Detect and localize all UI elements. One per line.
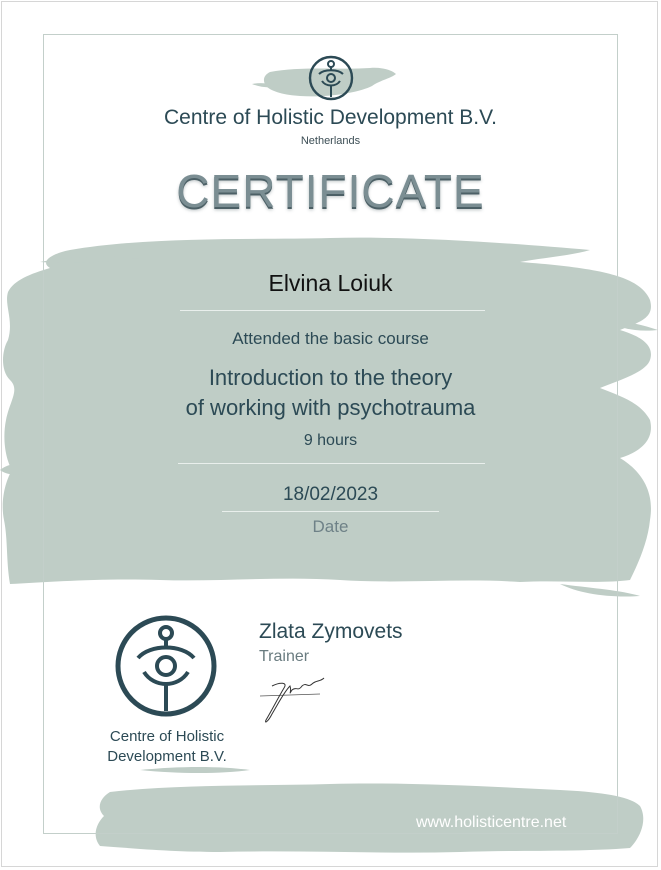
footer-org-line-1: Centre of Holistic [109,728,225,745]
top-logo-icon [308,55,354,101]
footer-org-line-2: Development B.V. [107,748,227,765]
organization-name: Centre of Holistic Development B.V. [163,106,498,129]
bottom-logo-icon [114,614,218,718]
trainer-name: Zlata Zymovets [259,620,403,643]
trainer-role: Trainer [259,648,310,665]
course-title-line-2: of working with psychotrauma [185,395,476,420]
course-hours: 9 hours [303,432,358,449]
trainer-signature-icon [258,668,328,726]
footer-organization [88,727,246,767]
date-label: Date [312,517,349,536]
date-underline [222,511,439,512]
hours-underline [178,463,485,464]
organization-country: Netherlands [300,135,361,147]
website-link[interactable]: www.holisticentre.net [416,814,567,831]
recipient-name: Elvina Loiuk [268,270,393,296]
course-title [0,363,661,423]
certificate-date: 18/02/2023 [282,484,379,505]
certificate-title: CERTIFICATE [176,165,485,217]
course-title-line-1: Introduction to the theory [208,365,453,390]
attended-text: Attended the basic course [232,329,429,348]
recipient-underline [180,310,485,311]
